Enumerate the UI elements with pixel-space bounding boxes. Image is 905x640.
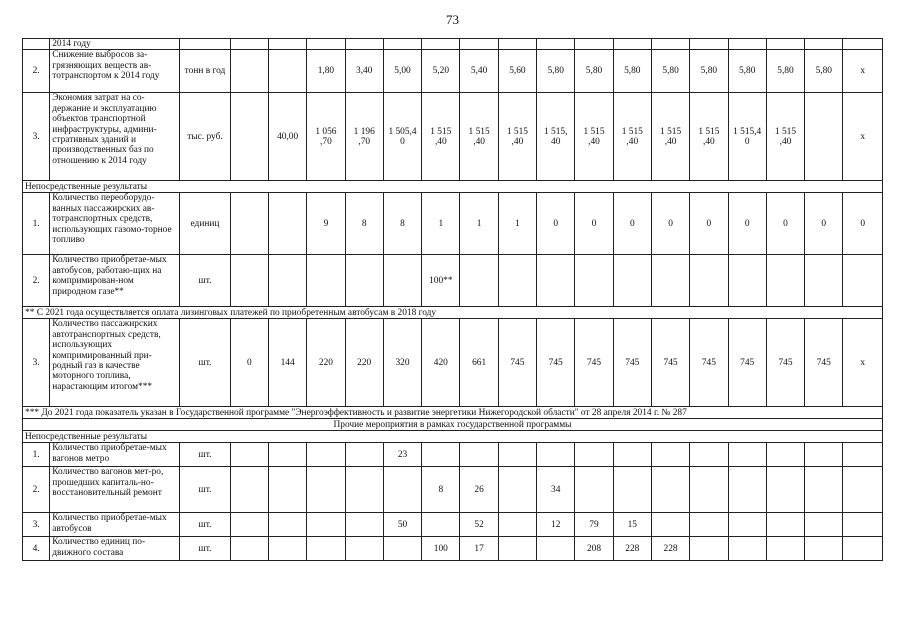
value-cell: 1,80 <box>307 50 345 93</box>
value-cell: 208 <box>575 537 613 561</box>
value-cell <box>766 513 804 537</box>
value-cell <box>422 39 460 50</box>
value-cell <box>268 50 306 93</box>
value-cell: 5,80 <box>613 50 651 93</box>
table-row <box>23 307 883 319</box>
value-cell: 1 056 ,70 <box>307 93 345 181</box>
value-cell <box>422 443 460 467</box>
value-cell <box>345 513 383 537</box>
indicator-name: Количество единиц по-движного состава <box>50 537 180 561</box>
value-cell: 745 <box>690 319 728 407</box>
value-cell <box>537 255 575 307</box>
table-row <box>23 513 883 537</box>
value-cell <box>268 513 306 537</box>
value-cell <box>268 537 306 561</box>
value-cell: 745 <box>537 319 575 407</box>
value-cell: 5,00 <box>383 50 421 93</box>
value-cell: 745 <box>728 319 766 407</box>
table-row <box>23 255 883 307</box>
value-cell <box>728 443 766 467</box>
value-cell: 0 <box>766 193 804 255</box>
unit-cell <box>180 39 230 50</box>
table-row <box>23 537 883 561</box>
value-cell: 228 <box>613 537 651 561</box>
indicator-name: Количество приобретае-мых автобусов <box>50 513 180 537</box>
table-row <box>23 419 883 431</box>
value-cell: 5,80 <box>575 50 613 93</box>
row-number: 3. <box>23 319 50 407</box>
value-cell: 0 <box>230 319 268 407</box>
value-cell <box>766 255 804 307</box>
value-cell: 1 196 ,70 <box>345 93 383 181</box>
value-cell <box>230 39 268 50</box>
value-cell <box>843 39 883 50</box>
value-cell <box>728 467 766 513</box>
value-cell <box>613 255 651 307</box>
value-cell: 0 <box>575 193 613 255</box>
value-cell <box>345 443 383 467</box>
value-cell: 1 515 ,40 <box>422 93 460 181</box>
indicators-table <box>22 38 883 561</box>
value-cell <box>230 193 268 255</box>
value-cell <box>651 255 689 307</box>
table-row <box>23 431 883 443</box>
table-row <box>23 50 883 93</box>
value-cell: 50 <box>383 513 421 537</box>
table-row <box>23 181 883 193</box>
value-cell: 5,80 <box>537 50 575 93</box>
value-cell <box>230 537 268 561</box>
indicator-name: Количество пассажирских автотранспортных средств, использующих компримированный при-родный газ в качестве моторного топлива, нарастающим итогом*** <box>50 319 180 407</box>
table-row <box>23 443 883 467</box>
value-cell <box>268 39 306 50</box>
table-row <box>23 193 883 255</box>
value-cell <box>460 39 498 50</box>
value-cell: 1 515, 40 <box>537 93 575 181</box>
value-cell: 745 <box>575 319 613 407</box>
value-cell: 1 515 ,40 <box>575 93 613 181</box>
value-cell: 26 <box>460 467 498 513</box>
value-cell <box>766 537 804 561</box>
table-row <box>23 39 883 50</box>
value-cell <box>805 39 843 50</box>
value-cell: 5,40 <box>460 50 498 93</box>
value-cell: 5,60 <box>498 50 536 93</box>
table-row <box>23 93 883 181</box>
value-cell: 5,80 <box>728 50 766 93</box>
value-cell: 0 <box>651 193 689 255</box>
value-cell <box>268 193 306 255</box>
value-cell: 5,20 <box>422 50 460 93</box>
value-cell: 1 515,4 0 <box>728 93 766 181</box>
indicator-name: Экономия затрат на со-держание и эксплуатацию объектов транспортной инфраструктуры, админи-стративных зданий и производственных баз по отношению к 2014 году <box>50 93 180 181</box>
value-cell <box>766 443 804 467</box>
value-cell: 745 <box>805 319 843 407</box>
unit-cell: тыс. руб. <box>180 93 230 181</box>
value-cell: 0 <box>728 193 766 255</box>
value-cell: 15 <box>613 513 651 537</box>
value-cell <box>651 443 689 467</box>
value-cell <box>230 467 268 513</box>
value-cell <box>460 443 498 467</box>
value-cell: 9 <box>307 193 345 255</box>
value-cell <box>268 255 306 307</box>
value-cell <box>805 93 843 181</box>
row-number: 2. <box>23 50 50 93</box>
unit-cell: шт. <box>180 319 230 407</box>
value-cell <box>575 39 613 50</box>
value-cell: 0 <box>690 193 728 255</box>
value-cell <box>728 513 766 537</box>
value-cell <box>613 467 651 513</box>
value-cell <box>728 255 766 307</box>
value-cell: 5,80 <box>690 50 728 93</box>
value-cell: 5,80 <box>651 50 689 93</box>
value-cell <box>383 537 421 561</box>
indicator-name: Количество приобретае-мых автобусов, работаю-щих на компримирован-ном природном газе** <box>50 255 180 307</box>
value-cell: 23 <box>383 443 421 467</box>
value-cell: 0 <box>805 193 843 255</box>
value-cell: 100** <box>422 255 460 307</box>
value-cell: 1 <box>498 193 536 255</box>
value-cell <box>422 513 460 537</box>
value-cell <box>843 513 883 537</box>
value-cell <box>230 443 268 467</box>
value-cell <box>613 443 651 467</box>
value-cell: 5,80 <box>766 50 804 93</box>
unit-cell: шт. <box>180 513 230 537</box>
value-cell: 745 <box>766 319 804 407</box>
value-cell <box>651 513 689 537</box>
value-cell <box>383 255 421 307</box>
section-title: Непосредственные результаты <box>23 181 883 193</box>
row-number: 1. <box>23 443 50 467</box>
value-cell: 220 <box>307 319 345 407</box>
value-cell: x <box>843 50 883 93</box>
value-cell <box>307 513 345 537</box>
value-cell <box>805 255 843 307</box>
value-cell <box>766 467 804 513</box>
unit-cell: тонн в год <box>180 50 230 93</box>
row-number: 1. <box>23 193 50 255</box>
value-cell <box>690 537 728 561</box>
footnote-row: *** До 2021 года показатель указан в Государственной программе "Энергоэффективность и развитие энергетики Нижегородской области" от 28 апреля 2014 г. № 287 <box>23 407 883 419</box>
value-cell: 420 <box>422 319 460 407</box>
row-number: 2. <box>23 467 50 513</box>
value-cell <box>805 537 843 561</box>
value-cell: 40,00 <box>268 93 306 181</box>
value-cell: 745 <box>613 319 651 407</box>
value-cell: 1 505,4 0 <box>383 93 421 181</box>
value-cell <box>690 255 728 307</box>
value-cell: 17 <box>460 537 498 561</box>
value-cell <box>728 39 766 50</box>
value-cell <box>537 443 575 467</box>
value-cell: 52 <box>460 513 498 537</box>
value-cell <box>307 467 345 513</box>
row-number: 2. <box>23 255 50 307</box>
value-cell: 34 <box>537 467 575 513</box>
value-cell: 8 <box>345 193 383 255</box>
value-cell: 745 <box>651 319 689 407</box>
value-cell: 1 515 ,40 <box>690 93 728 181</box>
value-cell <box>843 255 883 307</box>
indicator-name: Снижение выбросов за-грязняющих веществ ав-тотранспортом к 2014 году <box>50 50 180 93</box>
value-cell <box>537 39 575 50</box>
value-cell <box>268 467 306 513</box>
value-cell <box>268 443 306 467</box>
value-cell <box>690 443 728 467</box>
value-cell: x <box>843 319 883 407</box>
unit-cell: шт. <box>180 443 230 467</box>
row-number: 3. <box>23 93 50 181</box>
row-number <box>23 39 50 50</box>
value-cell <box>575 443 613 467</box>
value-cell <box>805 467 843 513</box>
unit-cell: шт. <box>180 467 230 513</box>
value-cell: 5,80 <box>805 50 843 93</box>
value-cell <box>230 50 268 93</box>
value-cell <box>805 513 843 537</box>
value-cell <box>651 39 689 50</box>
value-cell <box>383 39 421 50</box>
value-cell <box>498 467 536 513</box>
indicator-name: Количество вагонов мет-ро, прошедших капиталь-но-восстановительный ремонт <box>50 467 180 513</box>
value-cell: 79 <box>575 513 613 537</box>
value-cell: 745 <box>498 319 536 407</box>
value-cell: 3,40 <box>345 50 383 93</box>
value-cell <box>690 513 728 537</box>
value-cell <box>728 537 766 561</box>
value-cell <box>498 443 536 467</box>
value-cell <box>345 39 383 50</box>
value-cell <box>843 467 883 513</box>
value-cell <box>230 255 268 307</box>
page-number: 73 <box>446 12 459 27</box>
section-title: Непосредственные результаты <box>23 431 883 443</box>
table-row <box>23 319 883 407</box>
value-cell: 12 <box>537 513 575 537</box>
value-cell: 0 <box>613 193 651 255</box>
indicator-name: 2014 году <box>50 39 180 50</box>
value-cell: 1 <box>460 193 498 255</box>
value-cell: x <box>843 93 883 181</box>
value-cell: 100 <box>422 537 460 561</box>
value-cell <box>805 443 843 467</box>
value-cell <box>498 513 536 537</box>
unit-cell: шт. <box>180 537 230 561</box>
value-cell <box>307 537 345 561</box>
value-cell: 320 <box>383 319 421 407</box>
value-cell <box>575 467 613 513</box>
value-cell <box>230 513 268 537</box>
value-cell: 8 <box>422 467 460 513</box>
value-cell <box>690 467 728 513</box>
unit-cell: единиц <box>180 193 230 255</box>
value-cell <box>498 39 536 50</box>
value-cell <box>383 467 421 513</box>
value-cell <box>766 39 804 50</box>
indicator-name: Количество приобретае-мых вагонов метро <box>50 443 180 467</box>
value-cell: 8 <box>383 193 421 255</box>
value-cell <box>460 255 498 307</box>
value-cell <box>651 467 689 513</box>
value-cell: 1 515 ,40 <box>498 93 536 181</box>
value-cell: 0 <box>537 193 575 255</box>
value-cell: 0 <box>843 193 883 255</box>
value-cell: 1 <box>422 193 460 255</box>
value-cell: 1 515 ,40 <box>460 93 498 181</box>
value-cell: 220 <box>345 319 383 407</box>
table-row <box>23 407 883 419</box>
value-cell <box>843 537 883 561</box>
value-cell <box>230 93 268 181</box>
footnote-row: ** С 2021 года осуществляется оплата лизинговых платежей по приобретенным автобусам в 2018 году <box>23 307 883 319</box>
row-number: 3. <box>23 513 50 537</box>
indicator-name: Количество переоборудо-ванных пассажирских ав-тотранспортных средств, использующих газомо-торное топливо <box>50 193 180 255</box>
value-cell <box>690 39 728 50</box>
value-cell <box>345 467 383 513</box>
value-cell: 1 515 ,40 <box>766 93 804 181</box>
value-cell <box>498 537 536 561</box>
row-number: 4. <box>23 537 50 561</box>
value-cell <box>345 255 383 307</box>
unit-cell: шт. <box>180 255 230 307</box>
value-cell: 1 515 ,40 <box>613 93 651 181</box>
value-cell <box>345 537 383 561</box>
value-cell <box>537 537 575 561</box>
value-cell: 661 <box>460 319 498 407</box>
subprogram-heading: Прочие мероприятия в рамках государственной программы <box>23 419 883 431</box>
value-cell <box>307 443 345 467</box>
value-cell: 228 <box>651 537 689 561</box>
table-row <box>23 467 883 513</box>
value-cell <box>307 39 345 50</box>
value-cell: 144 <box>268 319 306 407</box>
value-cell <box>498 255 536 307</box>
value-cell: 1 515 ,40 <box>651 93 689 181</box>
value-cell <box>575 255 613 307</box>
value-cell <box>307 255 345 307</box>
value-cell <box>613 39 651 50</box>
value-cell <box>843 443 883 467</box>
